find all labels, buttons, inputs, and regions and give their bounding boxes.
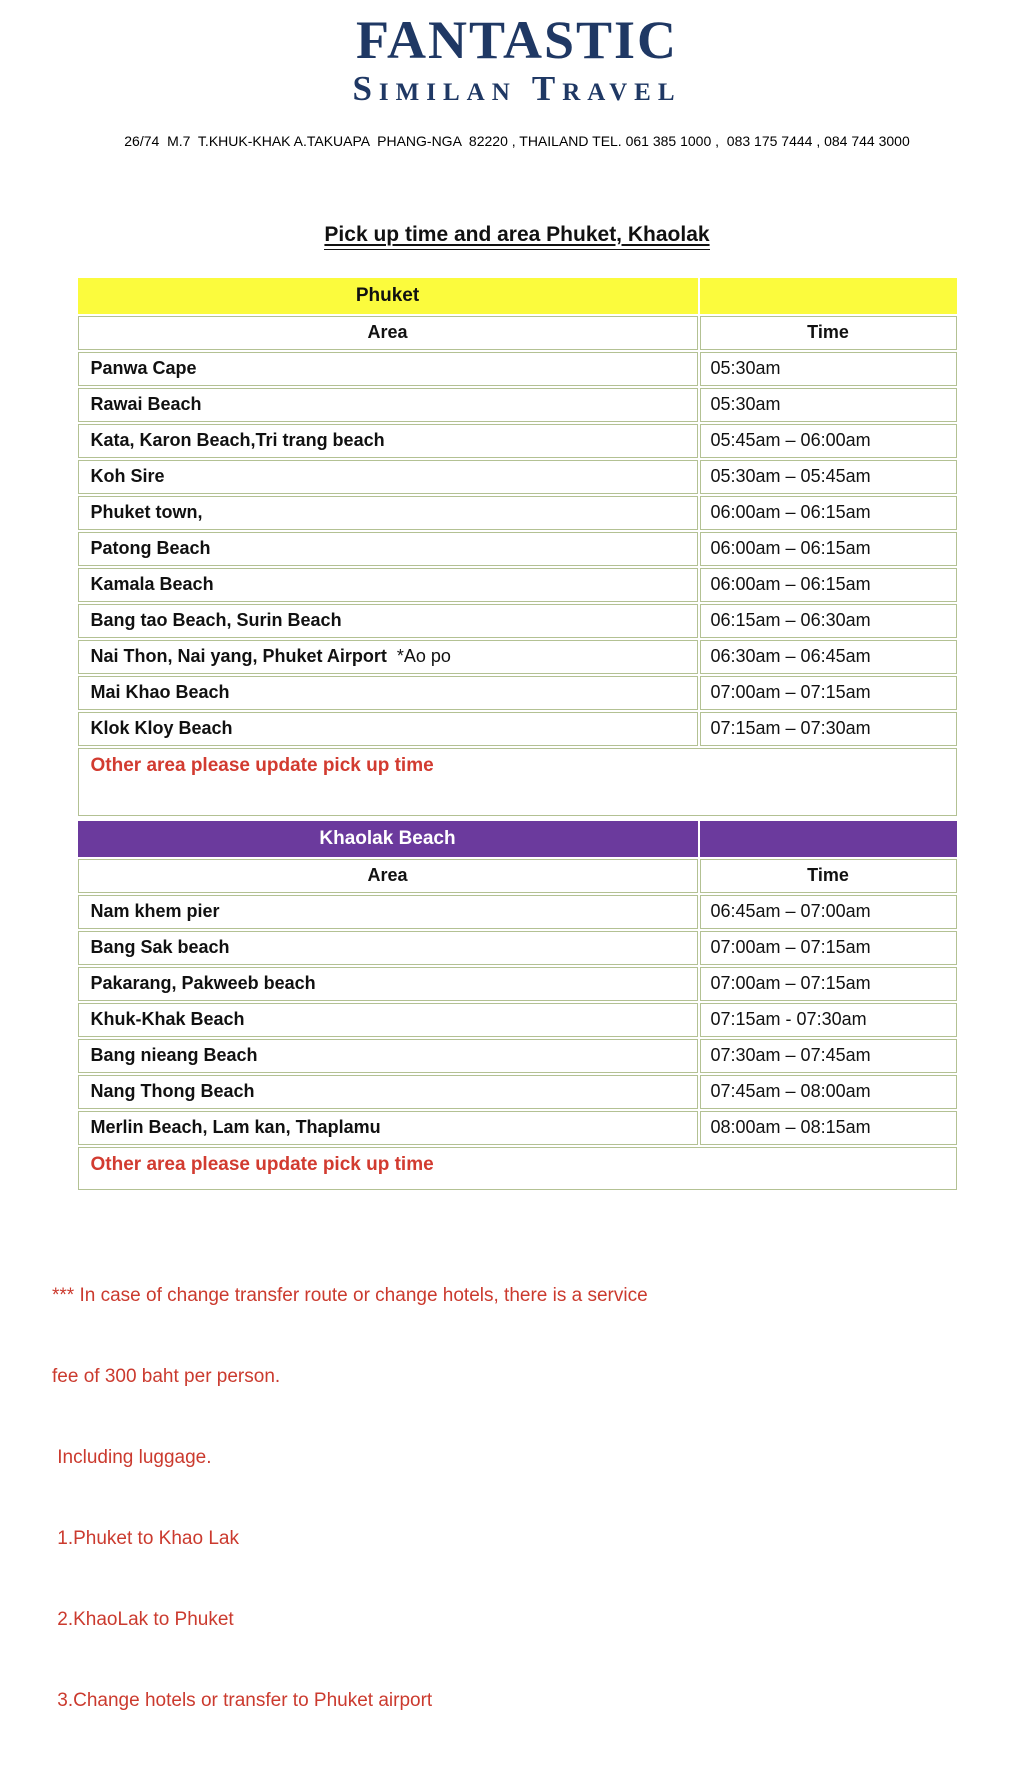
khaolak-table-header-band bbox=[78, 821, 957, 857]
pickup-time: 07:00am – 07:15am bbox=[700, 676, 957, 710]
area-cell bbox=[78, 568, 698, 602]
pickup-time: 07:45am – 08:00am bbox=[700, 1075, 957, 1109]
area-cell bbox=[78, 604, 698, 638]
area-cell bbox=[78, 460, 698, 494]
header-band-right-cell bbox=[700, 278, 957, 314]
table-rows bbox=[78, 352, 957, 746]
pickup-time: 07:00am – 07:15am bbox=[700, 931, 957, 965]
pickup-time: 07:00am – 07:15am bbox=[700, 967, 957, 1001]
pickup-time: 06:00am – 06:15am bbox=[700, 496, 957, 530]
area-cell bbox=[78, 931, 698, 965]
table-row bbox=[78, 424, 957, 458]
pickup-time: 06:30am – 06:45am bbox=[700, 640, 957, 674]
area-name: Mai Khao Beach bbox=[90, 682, 230, 703]
table-row bbox=[78, 1075, 957, 1109]
area-name: Merlin Beach, Lam kan, Thaplamu bbox=[90, 1117, 381, 1138]
area-name: Kata, Karon Beach,Tri trang beach bbox=[90, 430, 385, 451]
area-cell bbox=[78, 712, 698, 746]
table-row bbox=[78, 604, 957, 638]
area-column-header: Area bbox=[78, 859, 698, 893]
area-column-header: Area bbox=[78, 316, 698, 350]
table-title: Phuket bbox=[355, 284, 420, 306]
pickup-time: 06:15am – 06:30am bbox=[700, 604, 957, 638]
other-area-note: Other area please update pick up time bbox=[90, 754, 434, 776]
area-name: Bang tao Beach, Surin Beach bbox=[90, 610, 342, 631]
table-rows bbox=[78, 895, 957, 1145]
pickup-time: 05:30am bbox=[700, 352, 957, 386]
phuket-table bbox=[78, 278, 957, 816]
table-row bbox=[78, 1111, 957, 1145]
area-name: Bang Sak beach bbox=[90, 937, 230, 958]
area-name: Phuket town, bbox=[90, 502, 203, 523]
header-band-left-cell bbox=[78, 278, 698, 314]
area-cell bbox=[78, 640, 698, 674]
note-row bbox=[78, 1147, 957, 1190]
logo-line1: FANTASTIC bbox=[355, 10, 679, 70]
area-name: Koh Sire bbox=[90, 466, 165, 487]
area-name: Panwa Cape bbox=[90, 358, 197, 379]
page-title bbox=[0, 223, 1034, 247]
pickup-time: 06:00am – 06:15am bbox=[700, 532, 957, 566]
area-cell bbox=[78, 424, 698, 458]
pickup-time: 06:45am – 07:00am bbox=[700, 895, 957, 929]
area-cell bbox=[78, 532, 698, 566]
table-row bbox=[78, 895, 957, 929]
note-line: 2.KhaoLak to Phuket bbox=[52, 1608, 234, 1630]
table-row bbox=[78, 388, 957, 422]
table-title: Khaolak Beach bbox=[319, 827, 456, 849]
time-column-header: Time bbox=[700, 859, 957, 893]
header-band-right-cell bbox=[700, 821, 957, 857]
note-line: 3.Change hotels or transfer to Phuket airport bbox=[52, 1689, 433, 1711]
company-logo bbox=[0, 0, 1034, 106]
area-cell bbox=[78, 496, 698, 530]
service-fee-notes bbox=[52, 1228, 1034, 1768]
table-row bbox=[78, 496, 957, 530]
column-header-row bbox=[78, 859, 957, 893]
table-row bbox=[78, 1039, 957, 1073]
area-cell bbox=[78, 352, 698, 386]
pickup-time: 07:15am – 07:30am bbox=[700, 712, 957, 746]
area-name: Klok Kloy Beach bbox=[90, 718, 233, 739]
table-row bbox=[78, 931, 957, 965]
table-row bbox=[78, 967, 957, 1001]
header-band-left-cell bbox=[78, 821, 698, 857]
area-cell bbox=[78, 1003, 698, 1037]
pickup-time: 06:00am – 06:15am bbox=[700, 568, 957, 602]
area-name: Nam khem pier bbox=[90, 901, 220, 922]
time-column-header: Time bbox=[700, 316, 957, 350]
area-cell bbox=[78, 1039, 698, 1073]
pickup-time: 08:00am – 08:15am bbox=[700, 1111, 957, 1145]
area-name: Khuk-Khak Beach bbox=[90, 1009, 245, 1030]
area-cell bbox=[78, 895, 698, 929]
area-name: Nai Thon, Nai yang, Phuket Airport bbox=[90, 646, 387, 667]
table-row bbox=[78, 1003, 957, 1037]
table-row bbox=[78, 532, 957, 566]
note-line: fee of 300 baht per person. bbox=[52, 1365, 281, 1387]
area-name: Rawai Beach bbox=[90, 394, 202, 415]
other-area-note: Other area please update pick up time bbox=[90, 1153, 434, 1175]
area-name: Pakarang, Pakweeb beach bbox=[90, 973, 316, 994]
area-cell bbox=[78, 1111, 698, 1145]
pickup-time: 07:30am – 07:45am bbox=[700, 1039, 957, 1073]
pickup-time: 07:15am - 07:30am bbox=[700, 1003, 957, 1037]
khaolak-table bbox=[78, 821, 957, 1190]
note-line: *** In case of change transfer route or change hotels, there is a service bbox=[52, 1284, 648, 1306]
area-name: Nang Thong Beach bbox=[90, 1081, 255, 1102]
table-row bbox=[78, 640, 957, 674]
column-header-row bbox=[78, 316, 957, 350]
area-name: Patong Beach bbox=[90, 538, 211, 559]
note-line: 1.Phuket to Khao Lak bbox=[52, 1527, 239, 1549]
pickup-time: 05:30am – 05:45am bbox=[700, 460, 957, 494]
area-cell bbox=[78, 1075, 698, 1109]
area-cell bbox=[78, 967, 698, 1001]
company-address: 26/74 M.7 T.KHUK-KHAK A.TAKUAPA PHANG-NGA 82220 , THAILAND TEL. 061 385 1000 , 083 175 7444 , 084 744 3000 bbox=[124, 132, 910, 149]
area-name: Kamala Beach bbox=[90, 574, 214, 595]
phuket-table-header-band bbox=[78, 278, 957, 314]
area-cell bbox=[78, 388, 698, 422]
area-cell bbox=[78, 676, 698, 710]
pickup-time: 05:30am bbox=[700, 388, 957, 422]
note-row bbox=[78, 748, 957, 816]
table-row bbox=[78, 568, 957, 602]
note-line: Including luggage. bbox=[52, 1446, 212, 1468]
table-row bbox=[78, 352, 957, 386]
logo-line2: Similan Travel bbox=[352, 68, 682, 108]
area-name: Bang nieang Beach bbox=[90, 1045, 258, 1066]
table-row bbox=[78, 676, 957, 710]
pickup-time: 05:45am – 06:00am bbox=[700, 424, 957, 458]
table-row bbox=[78, 460, 957, 494]
page-title-text: Pick up time and area Phuket, Khaolak bbox=[324, 223, 709, 250]
area-suffix: *Ao po bbox=[386, 646, 451, 667]
table-row bbox=[78, 712, 957, 746]
